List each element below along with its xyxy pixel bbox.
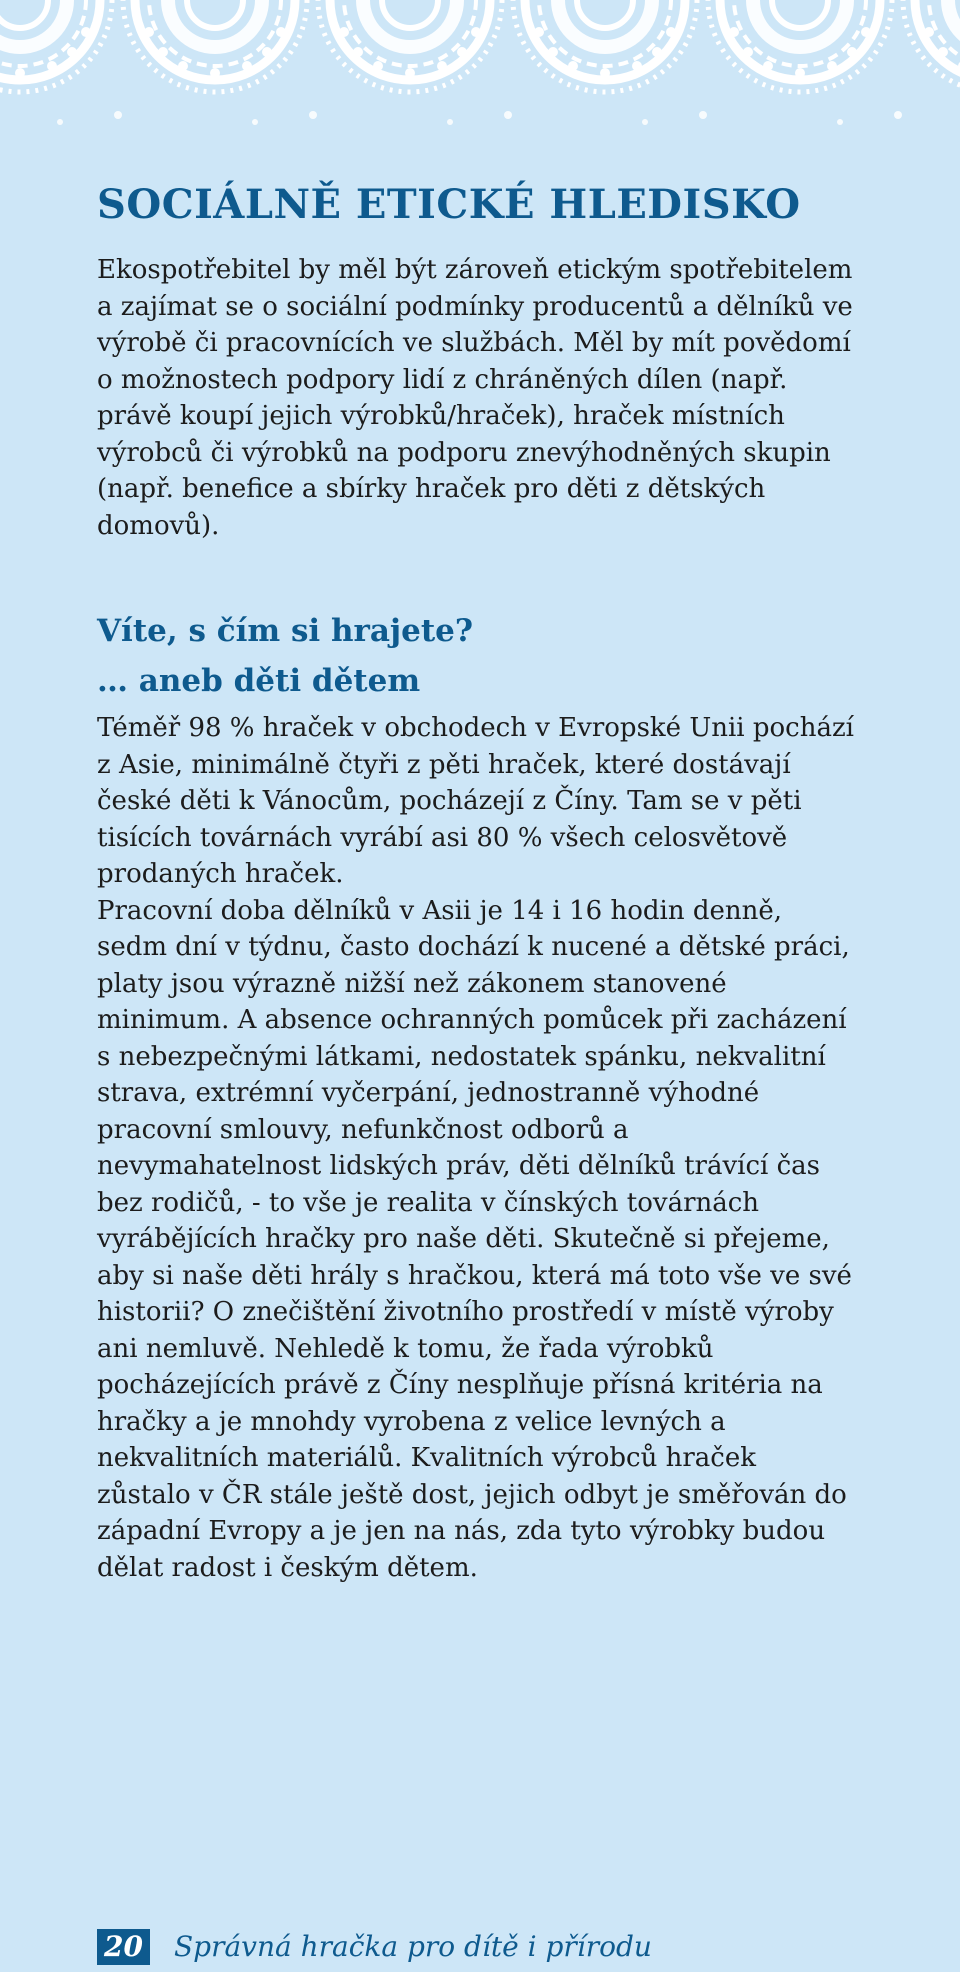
- page-number: 20: [97, 1929, 150, 1965]
- subsection-title-line-2: … aneb děti dětem: [97, 663, 421, 699]
- subsection-title-line-1: Víte, s čím si hrajete?: [97, 613, 474, 649]
- main-content: [97, 180, 857, 1586]
- subsection-heading: [97, 606, 857, 706]
- lace-doily-decoration: [0, 0, 960, 140]
- section-body: [97, 252, 857, 544]
- section-title: SOCIÁLNĚ ETICKÉ HLEDISKO: [97, 181, 801, 228]
- subsection-paragraph-1: Téměř 98 % hraček v obchodech v Evropské Unii pochází z Asie, minimálně čtyři z pěti hraček, které dostávají české děti k Vánocům, pocházejí z Číny. Tam se v pěti tisících továrnách vyrábí asi 80 % všech celosvětově prodaných hraček.: [97, 713, 854, 889]
- subsection-paragraph-2: Pracovní doba dělníků v Asii je 14 i 16 hodin denně, sedm dní v týdnu, často dochází k nucené a dětské práci, platy jsou výrazně nižší než zákonem stanovené minimum. A absence ochranných pomůcek při zacházení s nebezpečnými látkami, nedostatek spánku, nekvalitní strava, extrémní vyčerpání, jednostranně výhodné pracovní smlouvy, nefunkčnost odborů a nevymahatelnost lidských práv, děti dělníků trávící čas bez rodičů, - to vše je realita v čínských továrnách vyrábějících hračky pro naše děti. Skutečně si přejeme, aby si naše děti hrály s hračkou, která má toto vše ve své historii? O znečištění životního prostředí v místě výroby ani nemluvě. Nehledě k tomu, že řada výrobků pocházejících právě z Číny nesplňuje přísná kritéria na hračky a je mnohdy vyrobena z velice levných a nekvalitních materiálů. Kvalitních výrobců hraček zůstalo v ČR stále ještě dost, jejich odbyt je směřován do západní Evropy a je jen na nás, zda tyto výrobky budou dělat radost i českým dětem.: [97, 895, 852, 1583]
- section-paragraph: Ekospotřebitel by měl být zároveň etickým spotřebitelem a zajímat se o sociální podmínky producentů a dělníků ve výrobě či pracovnících ve službách. Měl by mít povědomí o možnostech podpory lidí z chráněných dílen (např. právě koupí jejich výrobků/hraček), hraček místních výrobců či výrobků na podporu znevýhodněných skupin (např. benefice a sbírky hraček pro děti z dětských domovů).: [97, 255, 853, 541]
- footer-publication-title: Správná hračka pro dítě i přírodu: [173, 1930, 652, 1963]
- page-footer: [97, 1928, 652, 1966]
